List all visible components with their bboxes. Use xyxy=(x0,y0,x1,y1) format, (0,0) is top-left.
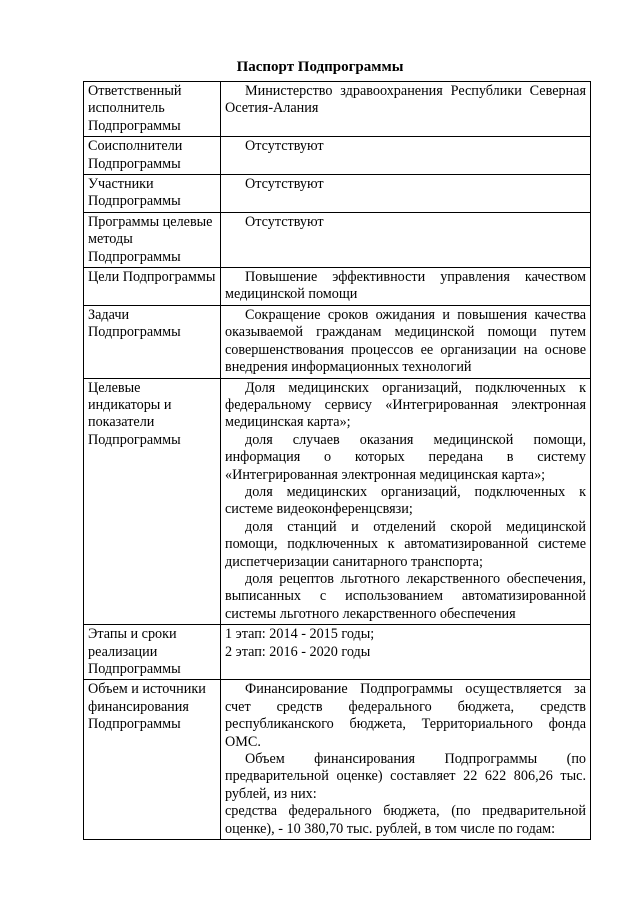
row-label: Целевые индикаторы и показатели Подпрограммы xyxy=(84,378,221,625)
value-paragraph: Отсутствуют xyxy=(245,213,324,230)
table-row xyxy=(84,305,591,378)
row-label: Задачи Подпрограммы xyxy=(84,305,221,378)
row-value xyxy=(221,175,591,213)
row-label: Этапы и сроки реализации Подпрограммы xyxy=(84,625,221,680)
value-paragraph: Объем финансирования Подпрограммы (по предварительной оценке) составляет 22 622 806,26 тыс. рублей, из них: xyxy=(225,751,586,802)
value-paragraph: доля медицинских организаций, подключенных к системе видеоконференцсвязи; xyxy=(225,483,586,518)
row-value xyxy=(221,137,591,175)
row-label: Ответственный исполнитель Подпрограммы xyxy=(84,82,221,137)
value-paragraph: 2 этап: 2016 - 2020 годы xyxy=(225,643,371,660)
row-label: Соисполнители Подпрограммы xyxy=(84,137,221,175)
row-label: Цели Подпрограммы xyxy=(84,268,221,306)
row-value xyxy=(221,625,591,680)
table-row xyxy=(84,268,591,306)
row-value xyxy=(221,268,591,306)
row-label: Программы целевые методы Подпрограммы xyxy=(84,212,221,267)
value-paragraph: доля станций и отделений скорой медицинской помощи, подключенных к автоматизированной системе диспетчеризации санитарного транспорта; xyxy=(225,518,586,570)
value-paragraph: средства федерального бюджета, (по предварительной оценке), - 10 380,70 тыс. рублей, в том числе по годам: xyxy=(225,803,586,837)
table-row xyxy=(84,212,591,267)
value-paragraph: 1 этап: 2014 - 2015 годы; xyxy=(225,626,375,643)
passport-table xyxy=(83,81,591,840)
document-title: Паспорт Подпрограммы xyxy=(236,59,404,75)
row-value xyxy=(221,378,591,625)
row-label: Объем и источники финансирования Подпрограммы xyxy=(84,680,221,840)
row-value xyxy=(221,212,591,267)
row-value xyxy=(221,305,591,378)
value-paragraph: Сокращение сроков ожидания и повышения качества оказываемой гражданам медицинской помощи путем совершенствования процессов ее организации на основе внедрения информационных технологий xyxy=(225,306,586,376)
value-paragraph: Финансирование Подпрограммы осуществляется за счет средств федерального бюджета, средств республиканского бюджета, Территориального фонда ОМС. xyxy=(225,681,586,750)
table-row xyxy=(84,82,591,137)
row-value xyxy=(221,680,591,840)
table-row xyxy=(84,175,591,213)
table-row xyxy=(84,137,591,175)
row-value xyxy=(221,82,591,137)
value-paragraph: Повышение эффективности управления качеством медицинской помощи xyxy=(225,269,586,303)
table-row xyxy=(84,378,591,625)
table-row xyxy=(84,625,591,680)
value-paragraph: Отсутствуют xyxy=(245,138,324,155)
value-paragraph: доля рецептов льготного лекарственного обеспечения, выписанных с использованием автоматизированной системы льготного лекарственного обеспечения xyxy=(225,570,586,622)
value-paragraph: Министерство здравоохранения Республики Северная Осетия-Алания xyxy=(225,83,586,117)
table-row xyxy=(84,680,591,840)
value-paragraph: Доля медицинских организаций, подключенных к федеральному сервису «Интегрированная электронная медицинская карта»; xyxy=(225,379,586,431)
value-paragraph: доля случаев оказания медицинской помощи, информация о которых передана в систему «Интегрированная электронная медицинская карта»; xyxy=(225,431,586,483)
value-paragraph: Отсутствуют xyxy=(245,176,324,193)
row-label: Участники Подпрограммы xyxy=(84,175,221,213)
